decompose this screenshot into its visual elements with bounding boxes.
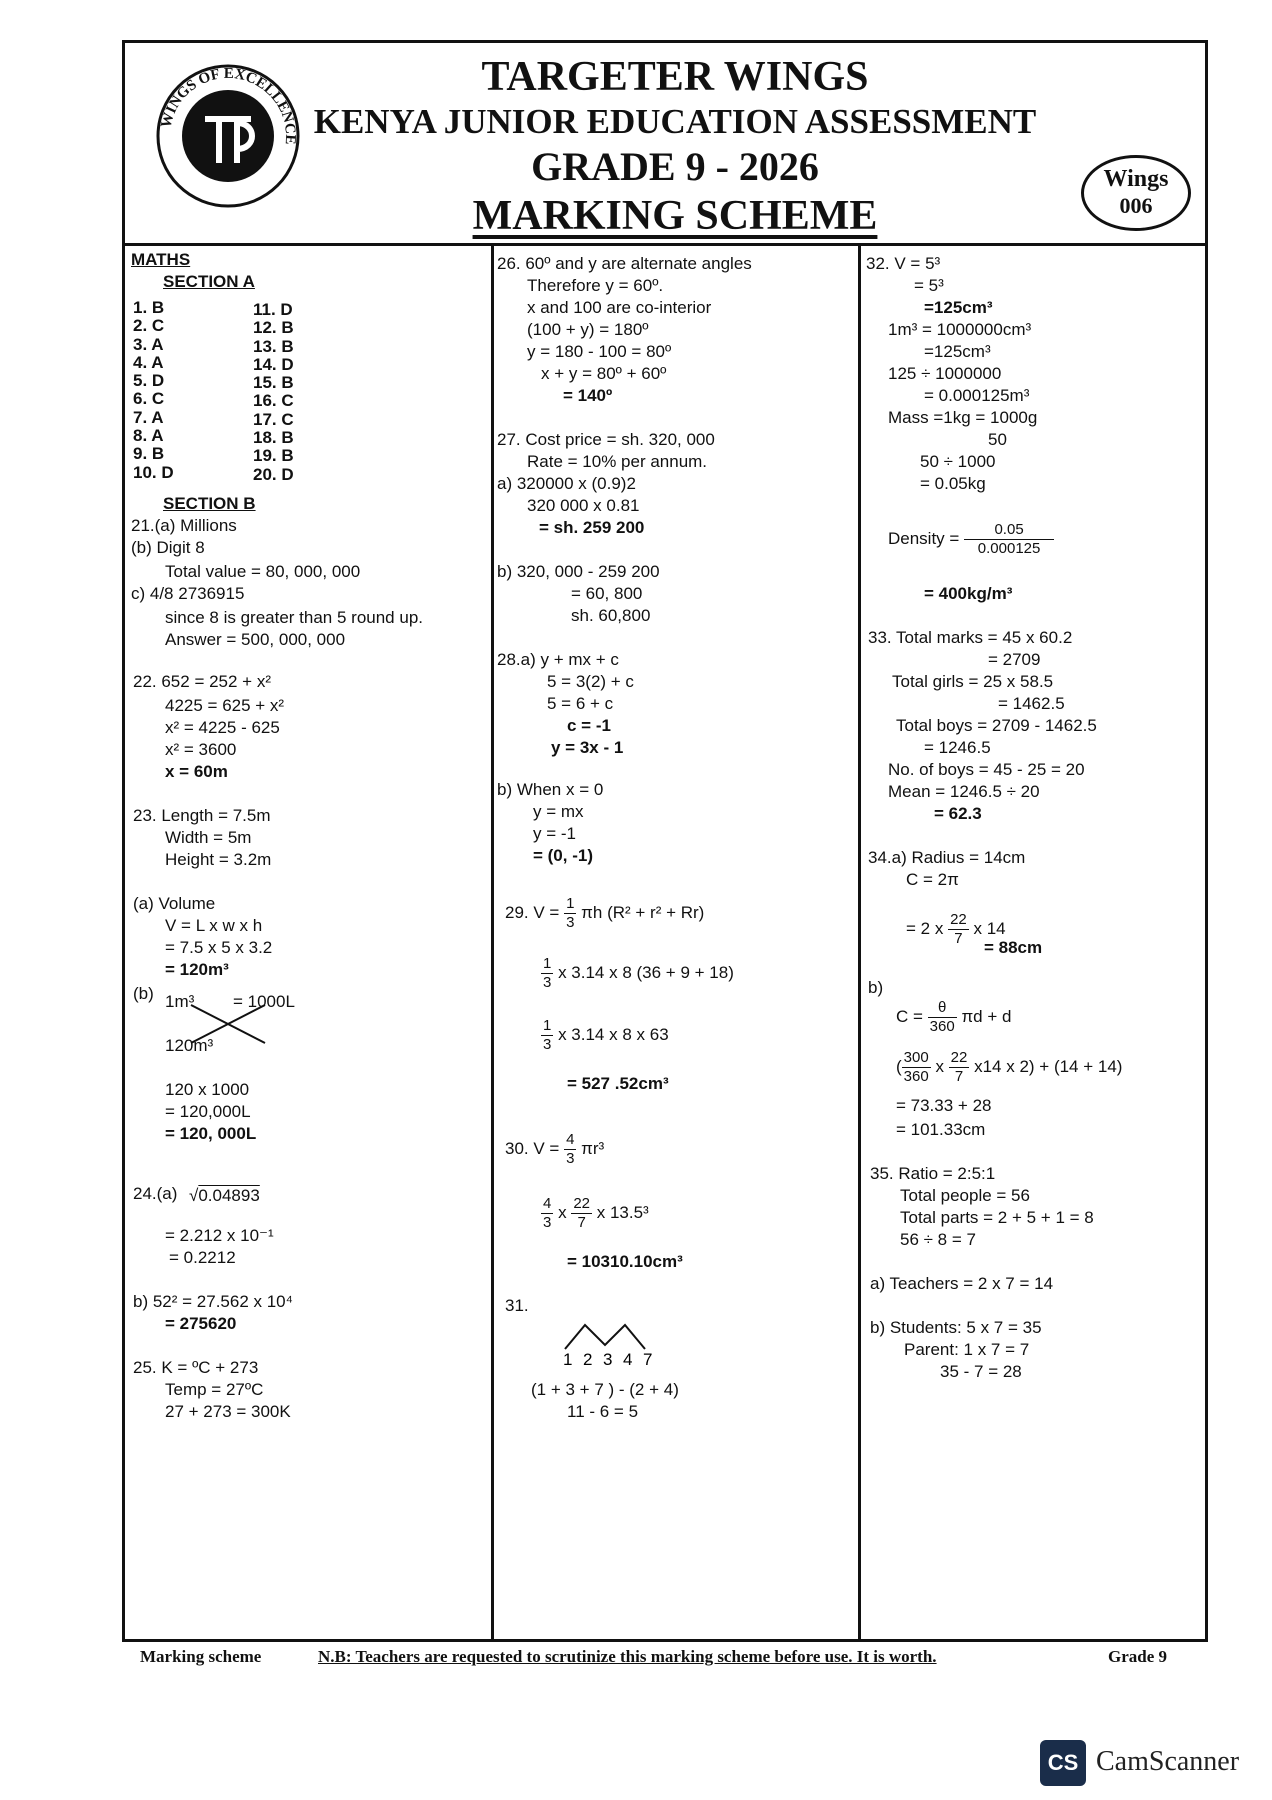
q32-line: 125 ÷ 1000000 [888,364,1002,383]
q32-line: = 400kg/m³ [924,584,1013,603]
q21-line: c) 4/8 2736915 [131,584,245,603]
q28-line: y = mx [533,802,584,821]
q27-line: = 60, 800 [571,584,643,603]
q28-line: = (0, -1) [533,846,593,865]
svg-text:7: 7 [643,1350,653,1369]
q24-line: = 2.212 x 10⁻¹ [165,1226,274,1245]
q23-line: Width = 5m [165,828,252,847]
q25-line: Temp = 27ºC [165,1380,264,1399]
q27-line: sh. 60,800 [571,606,651,625]
title: TARGETER WINGS [481,54,869,100]
q28-line: y = 3x - 1 [551,738,624,757]
q28-line: b) When x = 0 [497,780,604,799]
footer-grade: Grade 9 [1108,1647,1168,1666]
q33-line: = 1246.5 [924,738,991,757]
q27-line: a) 320000 x (0.9)2 [497,474,636,493]
q26-line: (100 + y) = 180º [527,320,649,339]
q34-line: b) [868,978,884,997]
q22-line: x² = 3600 [165,740,237,759]
q34-line: C = $\frac{\theta}{360}$ πd + d [896,999,1012,1035]
q32-line: 50 [988,430,1007,449]
q23-line: 1m³ [165,992,195,1011]
q27-line: = sh. 259 200 [539,518,645,537]
q23-line: = 120, 000L [165,1124,257,1143]
q34-line: = 2 x $\frac{22}{7}$ x 14 [906,911,1006,947]
q33-line: Total girls = 25 x 58.5 [892,672,1054,691]
q35-line: Parent: 1 x 7 = 7 [904,1340,1030,1359]
scheme-title: MARKING SCHEME [472,193,878,239]
wings-of-excellence-logo [153,61,303,211]
q35-line: Total parts = 2 + 5 + 1 = 8 [900,1208,1094,1227]
q26-line: 26. 60º and y are alternate angles [497,254,752,273]
q23-line: V = L x w x h [165,916,263,935]
q34-line: = 88cm [984,938,1043,957]
mcq-answers-left: 1. B 2. C 3. A 4. A 5. D 6. C 7. A 8. A 9. B 10. D [133,298,174,482]
q34-line: = 101.33cm [896,1120,986,1139]
q24-line: 24.(a) [133,1184,178,1203]
section-a-heading: SECTION A [163,272,255,291]
grade-title: GRADE 9 - 2026 [531,144,819,189]
q28-line: 28.a) y + mx + c [497,650,619,669]
section-b-heading: SECTION B [163,494,256,513]
q27-line: 27. Cost price = sh. 320, 000 [497,430,715,449]
q26-line: = 140º [563,386,613,405]
q35-line: a) Teachers = 2 x 7 = 14 [870,1274,1054,1293]
q28-line: c = -1 [567,716,611,735]
q28-line: 5 = 3(2) + c [547,672,634,691]
q32-line: Density = $\frac{0.05}{0.000125}$ [888,521,1054,558]
q31-line: 11 - 6 = 5 [567,1402,639,1421]
column-1 [125,243,494,1639]
footer-note: N.B: Teachers are requested to scrutinize this marking scheme before use. It is worth. [318,1647,937,1666]
q31-line: 31. [505,1296,529,1315]
svg-text:3: 3 [603,1350,613,1369]
q21-line: Total value = 80, 000, 000 [165,562,361,581]
column-3 [858,243,1205,1639]
q23-line: 23. Length = 7.5m [133,806,271,825]
q21-line: Answer = 500, 000, 000 [165,630,346,649]
q24-line: = 0.2212 [169,1248,236,1267]
q27-line: 320 000 x 0.81 [527,496,640,515]
q32-line: =125cm³ [924,342,991,361]
mcq-answers-right: 11. D 12. B 13. B 14. D 15. B 16. C 17. C 18. B 19. B 20. D [253,300,294,484]
wings-badge: Wings 006 [1081,155,1191,231]
svg-text:WINGS OF EXCELLENCE: WINGS OF EXCELLENCE [158,65,299,145]
footer-label: Marking scheme [140,1647,262,1666]
q24-line: b) 52² = 27.562 x 10⁴ [133,1292,293,1311]
q21-line: since 8 is greater than 5 round up. [165,608,423,627]
q32-line: 32. V = 5³ [866,254,941,273]
q30-line: 30. V = $\frac{4}{3}$ πr³ [505,1131,605,1167]
header [125,43,1205,246]
q21-line: (b) Digit 8 [131,538,205,557]
q24-sqrt: √0.04893 [189,1186,260,1205]
q35-line: 35. Ratio = 2:5:1 [870,1164,996,1183]
q26-line: Therefore y = 60º. [527,276,664,295]
q26-line: x and 100 are co-interior [527,298,712,317]
q32-line: = 0.000125m³ [924,386,1030,405]
q23-line: (b) [133,984,154,1003]
q32-line: 1m³ = 1000000cm³ [888,320,1032,339]
q33-line: 33. Total marks = 45 x 60.2 [868,628,1073,647]
q26-line: x + y = 80º + 60º [541,364,667,383]
q23-line: = 120m³ [165,960,229,979]
q30-line: $\frac{4}{3}$ x $\frac{22}{7}$ x 13.5³ [543,1195,649,1231]
q26-line: y = 180 - 100 = 80º [527,342,672,361]
q23-line: (a) Volume [133,894,216,913]
q34-line: 34.a) Radius = 14cm [868,848,1026,867]
q34-line: = 73.33 + 28 [896,1096,992,1115]
q35-line: 56 ÷ 8 = 7 [900,1230,976,1249]
marking-scheme-sheet [122,40,1208,1642]
svg-text:4: 4 [623,1350,633,1369]
q22-line: 22. 652 = 252 + x² [133,672,271,691]
q35-line: Total people = 56 [900,1186,1030,1205]
q23-line: Height = 3.2m [165,850,272,869]
q25-line: 25. K = ºC + 273 [133,1358,259,1377]
subtitle: KENYA JUNIOR EDUCATION ASSESSMENT [313,102,1037,141]
camscanner-logo-icon: CS [1040,1740,1086,1786]
q32-line: Mass =1kg = 1000g [888,408,1038,427]
q33-line: No. of boys = 45 - 25 = 20 [888,760,1085,779]
column-2 [491,243,861,1639]
q21-line: 21.(a) Millions [131,516,237,535]
q32-line: = 5³ [914,276,944,295]
q30-line: = 10310.10cm³ [567,1252,683,1271]
q29-line: 29. V = $\frac{1}{3}$ πh (R² + r² + Rr) [505,895,705,931]
q35-line: 35 - 7 = 28 [940,1362,1022,1381]
q32-line: 50 ÷ 1000 [920,452,996,471]
q29-line: $\frac{1}{3}$ x 3.14 x 8 (36 + 9 + 18) [543,955,734,991]
q23-line: = 7.5 x 5 x 3.2 [165,938,273,957]
subject-label: MATHS [131,250,191,269]
q27-line: b) 320, 000 - 259 200 [497,562,660,581]
q29-line: = 527 .52cm³ [567,1074,669,1093]
q33-line: Mean = 1246.5 ÷ 20 [888,782,1040,801]
q32-line: = 0.05kg [920,474,986,493]
q23-line: = 120,000L [165,1102,251,1121]
q28-line: y = -1 [533,824,576,843]
q23-line: 120 x 1000 [165,1080,250,1099]
q34-line: C = 2π [906,870,959,889]
camscanner-label: CamScanner [1096,1746,1240,1777]
q27-line: Rate = 10% per annum. [527,452,708,471]
q33-line: Total boys = 2709 - 1462.5 [896,716,1097,735]
q34-line: ( $\frac{300}{360}$ x $\frac{22}{7}$ x14 x 2) + (14 + 14) [896,1049,1123,1085]
q33-line: = 1462.5 [998,694,1065,713]
q33-line: = 2709 [988,650,1041,669]
q22-line: x = 60m [165,762,228,781]
q22-line: 4225 = 625 + x² [165,696,285,715]
q25-line: 27 + 273 = 300K [165,1402,291,1421]
q29-line: $\frac{1}{3}$ x 3.14 x 8 x 63 [543,1017,669,1053]
svg-text:2: 2 [583,1350,593,1369]
zigzag-diagram [559,1319,655,1371]
svg-text:1: 1 [563,1350,573,1369]
q35-line: b) Students: 5 x 7 = 35 [870,1318,1042,1337]
q24-line: = 275620 [165,1314,237,1333]
q28-line: 5 = 6 + c [547,694,614,713]
q32-line: =125cm³ [924,298,993,317]
q31-line: (1 + 3 + 7 ) - (2 + 4) [531,1380,679,1399]
q22-line: x² = 4225 - 625 [165,718,280,737]
q23-line: = 1000L [233,992,295,1011]
q33-line: = 62.3 [934,804,982,823]
q23-line: 120m³ [165,1036,214,1055]
